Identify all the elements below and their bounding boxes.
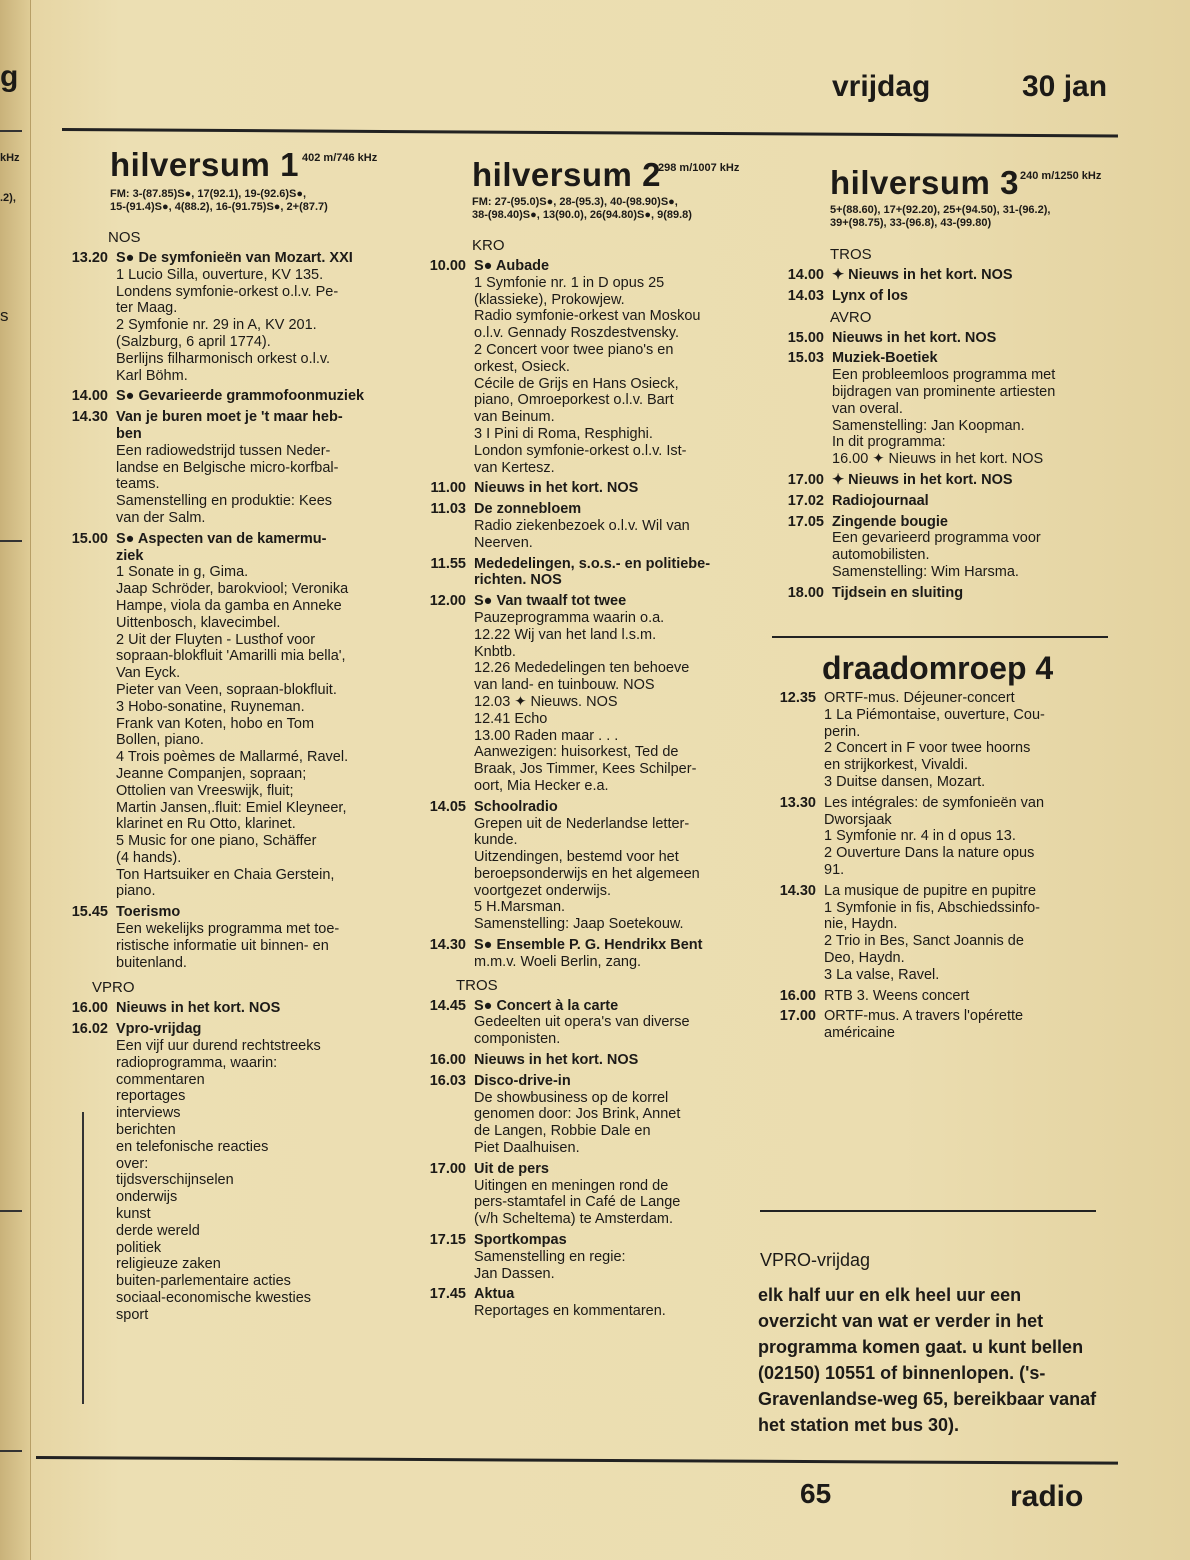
program-entry	[768, 350, 1108, 468]
program-time: 11.00	[430, 480, 466, 497]
program-time: 13.30	[779, 794, 816, 811]
program-time: 17.05	[787, 513, 824, 530]
broadcaster: AVRO	[830, 308, 872, 326]
program-detail-line: Knbtb.	[474, 643, 516, 660]
program-detail-line: Martin Jansen,.fluit: Emiel Kleyneer,	[116, 799, 347, 816]
program-entry	[52, 1021, 397, 1323]
program-title: S● De symfonieën van Mozart. XXI	[116, 250, 353, 266]
program-body	[832, 493, 1108, 510]
program-detail-line: Samenstelling: Wim Harsma.	[832, 563, 1019, 580]
program-body	[116, 388, 397, 405]
program-detail-line: commentaren	[116, 1071, 205, 1088]
program-detail-line: 2 Symfonie nr. 29 in A, KV 201.	[116, 317, 317, 334]
program-detail-line: (klassieke), Prokowjew.	[474, 291, 625, 308]
program-title: Nieuws in het kort. NOS	[832, 329, 997, 346]
program-time: 17.45	[429, 1286, 466, 1303]
program-time: 12.35	[779, 690, 816, 706]
broadcaster: VPRO	[92, 979, 135, 997]
program-title: Zingende bougie	[832, 513, 948, 530]
edge-rule	[0, 1210, 22, 1212]
program-detail-line: sport	[116, 1306, 149, 1323]
program-detail-line: 12.26 Mededelingen ten behoeve	[474, 660, 690, 677]
program-title: Vpro-vrijdag	[116, 1021, 202, 1038]
program-entry	[410, 1286, 740, 1320]
program-detail-line: Bollen, piano.	[116, 732, 204, 749]
program-detail-line: (v/h Scheltema) te Amsterdam.	[474, 1211, 674, 1228]
program-detail-line: (4 hands).	[116, 849, 182, 866]
program-detail-line: 16.00 ✦ Nieuws in het kort. NOS	[832, 451, 1044, 468]
edge-letter: g	[0, 60, 19, 93]
program-detail-line: 2 Uit der Fluyten - Lusthof voor	[116, 631, 316, 648]
program-detail-line: perin.	[824, 723, 861, 740]
program-detail-line: de Langen, Robbie Dale en	[474, 1123, 651, 1140]
program-detail-line: américaine	[824, 1025, 895, 1042]
program-detail-line: van land- en tuinbouw. NOS	[474, 677, 655, 694]
program-entry	[760, 1008, 1100, 1042]
program-detail-line: m.m.v. Woeli Berlin, zang.	[474, 953, 642, 970]
program-detail-line: Een probleemloos programma met	[832, 367, 1056, 384]
program-detail-line: 1 Symfonie in fis, Abschiedssinfo-	[824, 899, 1040, 916]
program-body	[474, 556, 740, 590]
program-time: 15.03	[787, 350, 824, 367]
program-title: Lynx of los	[832, 287, 908, 304]
program-detail-line: klarinet en Ru Otto, klarinet.	[116, 816, 296, 833]
program-detail-line: Ton Hartsuiker en Chaia Gerstein,	[116, 866, 335, 883]
program-body	[474, 258, 740, 476]
program-title: S● Gevarieerde grammofoonmuziek	[116, 388, 365, 405]
program-title: Nieuws in het kort. NOS	[116, 1000, 281, 1017]
program-title: S● Concert à la carte	[474, 997, 619, 1014]
program-body	[474, 1073, 740, 1157]
program-time: 17.00	[779, 1008, 816, 1025]
station-frequency: 298 m/1007 kHz	[658, 162, 740, 174]
program-entry	[410, 258, 740, 476]
program-detail-line: o.l.v. Gennady Roszdestvensky.	[474, 325, 679, 342]
program-detail-line: pers-stamtafel in Café de Lange	[474, 1194, 681, 1211]
program-detail-line: beroepsonderwijs en het algemeen	[474, 865, 700, 882]
program-entry	[410, 480, 740, 497]
program-detail-line: RTB 3. Weens concert	[824, 987, 970, 1004]
section-name: radio	[1010, 1480, 1084, 1513]
program-detail-line: Ottolien van Vreeswijk, fluit;	[116, 782, 294, 799]
program-entry	[410, 1073, 740, 1157]
program-time: 18.00	[787, 584, 824, 601]
program-title: S● Ensemble P. G. Hendrikx Bent	[474, 937, 703, 954]
program-entry	[768, 585, 1108, 602]
program-body	[474, 937, 740, 971]
edge-letter: .2),	[0, 192, 16, 204]
program-time: 17.02	[787, 492, 824, 509]
program-detail-line: Les intégrales: de symfonieën van	[824, 794, 1045, 811]
edge-letter: kHz	[0, 152, 20, 164]
program-title: S● Van twaalf tot twee	[474, 593, 627, 610]
program-title: Uit de pers	[474, 1160, 549, 1177]
edge-rule	[0, 540, 22, 542]
station-title: hilversum 2	[472, 156, 661, 193]
program-entry	[760, 883, 1100, 984]
program-entry	[410, 937, 740, 971]
program-detail-line: componisten.	[474, 1031, 561, 1048]
program-body	[474, 1286, 740, 1320]
program-detail-line: interviews	[116, 1105, 181, 1122]
hilversum-3-column	[768, 242, 1108, 606]
program-body	[824, 1008, 1100, 1042]
program-time: 17.15	[429, 1232, 466, 1249]
page-day: vrijdag	[832, 70, 931, 103]
program-body	[474, 998, 740, 1048]
program-entry	[52, 409, 397, 527]
program-entry	[768, 267, 1108, 284]
program-time: 12.00	[429, 593, 466, 610]
program-detail-line: Samenstelling en produktie: Kees	[116, 493, 333, 510]
program-body	[824, 690, 1100, 791]
program-detail-line: De showbusiness op de korrel	[474, 1089, 669, 1106]
program-detail-line: 5 H.Marsman.	[474, 899, 566, 916]
program-time: 11.55	[430, 555, 466, 572]
program-entry	[52, 531, 397, 901]
program-entry	[410, 501, 740, 551]
program-title: Schoolradio	[474, 798, 558, 815]
program-detail-line: Karl Böhm.	[116, 367, 188, 384]
program-entry	[52, 250, 397, 384]
edge-rule	[0, 130, 22, 132]
program-detail-line: 2 Concert in F voor twee hoorns	[824, 740, 1031, 757]
program-title: De zonnebloem	[474, 501, 582, 518]
program-detail-line: bijdragen van prominente artiesten	[832, 383, 1056, 400]
program-entry	[410, 1052, 740, 1069]
program-entry	[760, 988, 1100, 1005]
program-title: Sportkompas	[474, 1232, 567, 1249]
program-entry	[52, 1000, 397, 1017]
program-detail-line: en telefonische reacties	[116, 1138, 269, 1155]
program-detail-line: Frank van Koten, hobo en Tom	[116, 715, 315, 732]
program-time: 13.20	[71, 250, 108, 266]
program-detail-line: Hampe, viola da gamba en Anneke	[116, 597, 342, 614]
program-detail-line: tijdsverschijnselen	[116, 1172, 234, 1189]
program-body	[832, 585, 1108, 602]
program-title: S● Aubade	[474, 258, 550, 274]
program-detail-line: Berlijns filharmonisch orkest o.l.v.	[116, 350, 331, 367]
program-detail-line: Van Eyck.	[116, 665, 181, 682]
program-entry	[760, 795, 1100, 879]
program-title: Aktua	[474, 1286, 515, 1303]
program-detail-line: piano.	[116, 883, 156, 900]
program-detail-line: 3 La valse, Ravel.	[824, 966, 940, 983]
program-detail-line: 12.41 Echo	[474, 710, 548, 727]
program-time: 15.45	[71, 904, 108, 921]
program-detail-line: Samenstelling: Jaap Soetekouw.	[474, 916, 684, 933]
program-detail-line: 5 Music for one piano, Schäffer	[116, 833, 317, 850]
program-detail-line: berichten	[116, 1122, 176, 1139]
program-detail-line: Een wekelijks programma met toe-	[116, 921, 340, 938]
page-date: 30 jan	[1022, 70, 1108, 103]
program-time: 17.00	[429, 1160, 466, 1177]
program-detail-line: politiek	[116, 1239, 162, 1256]
program-entry	[768, 514, 1108, 581]
program-entry	[410, 799, 740, 933]
program-body	[474, 799, 740, 933]
program-detail-line: Pauzeprogramma waarin o.a.	[474, 609, 665, 626]
program-detail-line: Braak, Jos Timmer, Kees Schilper-	[474, 761, 697, 778]
program-title: Mededelingen, s.o.s.- en politiebe- richten. NOS	[474, 555, 711, 589]
program-detail-line: 13.00 Raden maar . . .	[474, 727, 619, 744]
program-detail-line: Een radiowedstrijd tussen Neder-	[116, 442, 331, 459]
station-title: draadomroep 4	[822, 650, 1054, 686]
broadcaster: TROS	[456, 976, 498, 994]
program-entry	[52, 388, 397, 405]
program-body	[824, 988, 1100, 1005]
program-time: 16.02	[71, 1021, 108, 1038]
program-detail-line: radioprogramma, waarin:	[116, 1054, 278, 1071]
program-title: Van je buren moet je 't maar heb- ben	[116, 409, 343, 442]
program-detail-line: Piet Daalhuisen.	[474, 1140, 580, 1157]
program-detail-line: Uitzendingen, bestemd voor het	[474, 849, 679, 866]
program-detail-line: Deo, Haydn.	[824, 949, 905, 966]
program-title: ✦ Nieuws in het kort. NOS	[832, 267, 1013, 283]
program-detail-line: Samenstelling en regie:	[474, 1248, 626, 1265]
program-body	[116, 1021, 397, 1323]
program-time: 16.03	[429, 1072, 466, 1089]
program-detail-line: Reportages en kommentaren.	[474, 1303, 666, 1320]
program-body	[116, 904, 397, 971]
fm-frequencies: 5+(88.60), 17+(92.20), 25+(94.50), 31-(96.2), 39+(98.75), 33-(96.8), 43-(99.80)	[830, 204, 1051, 229]
program-title: S● Aspecten van de kamermu- ziek	[116, 530, 327, 564]
program-detail-line: Grepen uit de Nederlandse letter-	[474, 815, 690, 832]
program-detail-line: ORTF-mus. Déjeuner-concert	[824, 690, 1015, 706]
program-time: 14.00	[71, 388, 108, 405]
program-detail-line: reportages	[116, 1088, 186, 1105]
program-detail-line: Jan Dassen.	[474, 1265, 555, 1282]
broadcaster: NOS	[108, 229, 141, 246]
program-body	[832, 267, 1108, 284]
program-time: 17.00	[787, 471, 824, 488]
program-detail-line: 1 Sonate in g, Gima.	[116, 564, 249, 581]
program-entry	[768, 493, 1108, 510]
program-detail-line: automobilisten.	[832, 547, 930, 564]
program-detail-line: Uitingen en meningen rond de	[474, 1177, 669, 1194]
program-title: Toerismo	[116, 904, 181, 921]
program-body	[474, 1161, 740, 1228]
hilversum-2-column	[410, 233, 740, 1324]
program-detail-line: orkest, Osieck.	[474, 358, 570, 375]
program-time: 14.30	[71, 409, 108, 426]
program-body	[832, 288, 1108, 305]
program-detail-line: van Kertesz.	[474, 459, 555, 476]
fm-frequencies: FM: 27-(95.0)S●, 28-(95.3), 40-(98.90)S●, 38-(98.40)S●, 13(90.0), 26(94.80)S●, 9(89.8)	[472, 196, 692, 221]
program-detail-line: Jaap Schröder, barokviool; Veronika	[116, 581, 349, 598]
program-detail-line: 1 Symfonie nr. 1 in D opus 25	[474, 274, 665, 291]
program-entry	[768, 330, 1108, 347]
program-title: Muziek-Boetiek	[832, 350, 938, 367]
program-time: 10.00	[429, 258, 466, 274]
program-entry	[768, 288, 1108, 305]
program-detail-line: buitenland.	[116, 954, 187, 971]
program-detail-line: Radio ziekenbezoek o.l.v. Wil van	[474, 517, 690, 534]
program-detail-line: en strijkorkest, Vivaldi.	[824, 757, 968, 774]
program-detail-line: oort, Mia Hecker e.a.	[474, 777, 609, 794]
program-time: 14.30	[779, 882, 816, 899]
program-detail-line: van overal.	[832, 400, 903, 417]
program-body	[474, 593, 740, 795]
program-body	[832, 514, 1108, 581]
program-detail-line: landse en Belgische micro-korfbal-	[116, 459, 339, 476]
station-frequency: 240 m/1250 kHz	[1020, 170, 1102, 182]
program-time: 15.00	[71, 530, 108, 547]
program-detail-line: ristische informatie uit binnen- en	[116, 937, 329, 954]
program-body	[116, 409, 397, 527]
program-body	[116, 531, 397, 901]
program-detail-line: van Beinum.	[474, 409, 555, 426]
program-detail-line: 1 Symfonie nr. 4 in d opus 13.	[824, 828, 1016, 845]
program-detail-line: teams.	[116, 476, 160, 493]
broadcaster: KRO	[472, 237, 505, 254]
program-detail-line: London symfonie-orkest o.l.v. Ist-	[474, 442, 687, 459]
program-detail-line: sociaal-economische kwesties	[116, 1290, 312, 1307]
program-body	[474, 480, 740, 497]
program-detail-line: genomen door: Jos Brink, Annet	[474, 1106, 681, 1123]
program-body	[474, 501, 740, 551]
program-detail-line: Radio symfonie-orkest van Moskou	[474, 308, 701, 325]
program-body	[824, 795, 1100, 879]
program-time: 15.00	[787, 329, 824, 346]
program-entry	[410, 556, 740, 590]
program-detail-line: over:	[116, 1155, 149, 1172]
program-time: 16.00	[429, 1052, 466, 1069]
program-time: 14.30	[429, 937, 466, 954]
program-detail-line: 2 Trio in Bes, Sanct Joannis de	[824, 933, 1024, 950]
fm-frequencies: FM: 3-(87.85)S●, 17(92.1), 19-(92.6)S●, 15-(91.4)S●, 4(88.2), 16-(91.75)S●, 2+(87.7)	[110, 188, 328, 213]
program-detail-line: 1 Lucio Silla, ouverture, KV 135.	[116, 266, 324, 283]
program-time: 14.03	[787, 287, 824, 304]
program-detail-line: religieuze zaken	[116, 1256, 221, 1273]
program-time: 16.00	[71, 1000, 108, 1017]
hilversum-1-column	[52, 225, 397, 1328]
program-detail-line: 3 Duitse dansen, Mozart.	[824, 773, 986, 790]
program-title: Tijdsein en sluiting	[832, 584, 964, 601]
edge-letter: s	[0, 306, 9, 325]
program-detail-line: onderwijs	[116, 1189, 178, 1206]
program-detail-line: Jeanne Companjen, sopraan;	[116, 765, 307, 782]
program-detail-line: In dit programma:	[832, 434, 946, 451]
program-detail-line: kunde.	[474, 832, 518, 849]
program-entry	[410, 1161, 740, 1228]
program-time: 14.45	[429, 997, 466, 1014]
program-body	[832, 472, 1108, 489]
box-rule	[760, 1210, 1096, 1212]
program-detail-line: Neerven.	[474, 534, 533, 551]
program-time: 14.05	[429, 798, 466, 815]
program-body	[832, 330, 1108, 347]
section-rule	[772, 636, 1108, 638]
program-detail-line: Dworsjaak	[824, 811, 892, 828]
program-detail-line: voortgezet onderwijs.	[474, 882, 612, 899]
program-detail-line: piano, Omroeporkest o.l.v. Bart	[474, 392, 674, 409]
program-detail-line: 12.22 Wij van het land l.s.m.	[474, 626, 657, 643]
program-time: 11.03	[430, 501, 466, 518]
program-detail-line: van der Salm.	[116, 509, 206, 526]
program-body	[824, 883, 1100, 984]
station-title: hilversum 3	[830, 164, 1019, 201]
program-detail-line: buiten-parlementaire acties	[116, 1273, 291, 1290]
vpro-box-body: elk half uur en elk heel uur een overzicht van wat er verder in het programma komen gaat. u kunt bellen (02150) 10551 of binnenlopen. ('s-Gravenlandse-weg 65, bereikbaar vanaf het station met bus 30).	[758, 1285, 1097, 1435]
program-detail-line: Londens symfonie-orkest o.l.v. Pe-	[116, 283, 339, 300]
program-detail-line: derde wereld	[116, 1222, 200, 1239]
program-entry	[760, 690, 1100, 791]
program-detail-line: 1 La Piémontaise, ouverture, Cou-	[824, 706, 1045, 723]
sidebar-rule	[82, 1112, 84, 1404]
program-detail-line: 2 Concert voor twee piano's en	[474, 341, 674, 358]
program-detail-line: 4 Trois poèmes de Mallarmé, Ravel.	[116, 749, 349, 766]
program-body	[116, 1000, 397, 1017]
program-title: Disco-drive-in	[474, 1072, 571, 1089]
program-detail-line: Gedeelten uit opera's van diverse	[474, 1014, 690, 1031]
program-detail-line: 3 Hobo-sonatine, Ruyneman.	[116, 698, 305, 715]
edge-rule	[0, 1450, 22, 1452]
adjacent-page-edge	[0, 0, 31, 1560]
program-entry	[410, 998, 740, 1048]
program-detail-line: ter Maag.	[116, 300, 178, 317]
program-time: 14.00	[787, 267, 824, 283]
program-detail-line: Cécile de Grijs en Hans Osieck,	[474, 375, 679, 392]
program-detail-line: Uittenbosch, klavecimbel.	[116, 614, 281, 631]
program-entry	[410, 1232, 740, 1282]
program-detail-line: Een vijf uur durend rechtstreeks	[116, 1038, 321, 1055]
program-entry	[410, 593, 740, 795]
station-title: hilversum 1	[110, 146, 299, 183]
program-entry	[768, 472, 1108, 489]
program-title: Nieuws in het kort. NOS	[474, 1052, 639, 1069]
program-detail-line: 3 I Pini di Roma, Resphighi.	[474, 425, 653, 442]
draadomroep-column	[760, 690, 1100, 1046]
vpro-box-title: VPRO-vrijdag	[760, 1250, 871, 1270]
program-body	[116, 250, 397, 384]
program-detail-line: 2 Ouverture Dans la nature opus	[824, 845, 1035, 862]
program-detail-line: (Salzburg, 6 april 1774).	[116, 333, 271, 350]
program-detail-line: nie, Haydn.	[824, 916, 898, 933]
program-body	[474, 1232, 740, 1282]
program-detail-line: Pieter van Veen, sopraan-blokfluit.	[116, 681, 337, 698]
program-detail-line: La musique de pupitre en pupitre	[824, 882, 1037, 899]
program-title: Nieuws in het kort. NOS	[474, 480, 639, 497]
program-detail-line: Een gevarieerd programma voor	[832, 530, 1041, 547]
program-time: 16.00	[779, 987, 816, 1004]
program-detail-line: Aanwezigen: huisorkest, Ted de	[474, 744, 679, 761]
program-detail-line: kunst	[116, 1206, 151, 1223]
program-detail-line: ORTF-mus. A travers l'opérette	[824, 1008, 1024, 1025]
program-body	[474, 1052, 740, 1069]
program-detail-line: Samenstelling: Jan Koopman.	[832, 417, 1025, 434]
program-title: ✦ Nieuws in het kort. NOS	[832, 471, 1013, 488]
program-detail-line: 12.03 ✦ Nieuws. NOS	[474, 693, 618, 710]
broadcaster: TROS	[830, 246, 872, 263]
program-detail-line: sopraan-blokfluit 'Amarilli mia bella',	[116, 648, 346, 665]
program-title: Radiojournaal	[832, 492, 929, 509]
station-frequency: 402 m/746 kHz	[302, 152, 378, 164]
page-number: 65	[800, 1478, 832, 1509]
program-body	[832, 350, 1108, 468]
program-detail-line: 91.	[824, 861, 845, 878]
program-entry	[52, 904, 397, 971]
